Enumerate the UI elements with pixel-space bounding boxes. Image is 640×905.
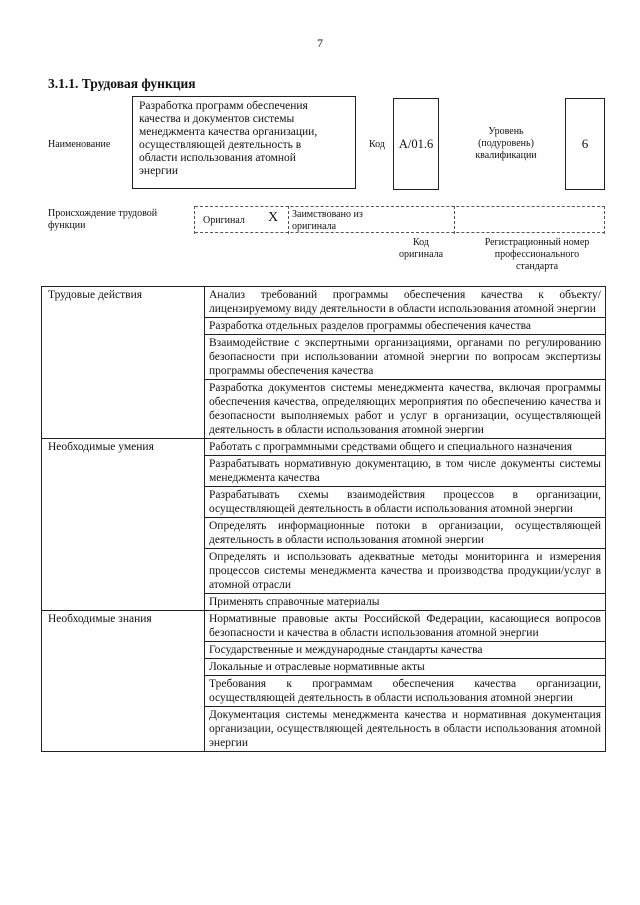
- function-name-line: Разработка программ обеспечения: [139, 100, 308, 112]
- table-cell: Применять справочные материалы: [205, 594, 606, 611]
- table-cell: Локальные и отраслевые нормативные акты: [205, 659, 606, 676]
- origin-label-line: Происхождение трудовой: [48, 208, 158, 219]
- name-label: Наименование: [48, 139, 111, 150]
- level-label-line: квалификации: [475, 150, 537, 161]
- table-cell: Разрабатывать схемы взаимодействия процессов в организации, осуществляющей деятельность в области использования атомной энергии: [205, 487, 606, 518]
- function-name-line: менеджмента качества организации,: [139, 126, 318, 138]
- borrowed-label: [292, 209, 382, 233]
- table-cell: Документация системы менеджмента качества и нормативная документация организации, осуществляющей деятельность в области использования атомной энергии: [205, 707, 606, 752]
- caption-line: оригинала: [398, 249, 444, 260]
- caption-line: стандарта: [515, 261, 559, 272]
- level-box: [565, 98, 605, 190]
- original-check-mark: X: [268, 210, 279, 225]
- registration-number-caption: [462, 237, 612, 273]
- function-name-line: качества и документов системы: [139, 113, 295, 125]
- table-cell: Разработка документов системы менеджмента качества, включая программы обеспечения качества, определяющих мероприятия по обеспечению качества и безопасности выполняемых работ и услуг в организации, осуществляющей деятельность в области использования атомной энергии: [205, 380, 606, 439]
- table-cell: Нормативные правовые акты Российской Федерации, касающиеся вопросов безопасности и качества в области использования атомной энергии: [205, 611, 606, 642]
- code-value: A/01.6: [398, 136, 434, 151]
- table-row: [42, 611, 606, 642]
- table-cell: Требования к программам обеспечения качества организации, осуществляющей деятельность в области использования атомной энергии: [205, 676, 606, 707]
- function-name-line: области использования атомной: [139, 152, 296, 164]
- function-name-line: осуществляющей деятельность в: [139, 139, 302, 151]
- level-label: [460, 126, 552, 162]
- level-label-line: (подуровень): [478, 138, 534, 149]
- function-name-box: [132, 96, 356, 189]
- level-value: 6: [581, 136, 589, 151]
- section-title: 3.1.1. Трудовая функция: [48, 76, 196, 91]
- caption-line: Код: [413, 237, 429, 248]
- function-name-line: энергии: [139, 165, 178, 177]
- table-cell: Определять информационные потоки в организации, осуществляющей деятельность в области использования атомной энергии: [205, 518, 606, 549]
- table-cell: Государственные и международные стандарты качества: [205, 642, 606, 659]
- origin-label: [48, 208, 188, 232]
- origin-row: [195, 206, 605, 233]
- origin-label-line: функции: [48, 220, 86, 231]
- code-label: Код: [369, 139, 385, 150]
- table-cell: Работать с программными средствами общего и специального назначения: [205, 439, 606, 456]
- category-cell: [42, 611, 205, 752]
- category-cell: [42, 439, 205, 611]
- table-cell: Разрабатывать нормативную документацию, в том числе документы системы менеджмента качества: [205, 456, 606, 487]
- table-cell: Взаимодействие с экспертными организациями, органами по регулированию безопасности при использовании атомной энергии по вопросам экспертизы программы обеспечения качества: [205, 335, 606, 380]
- category-label: Необходимые умения: [48, 441, 154, 453]
- category-label: Необходимые знания: [48, 613, 152, 625]
- caption-line: Регистрационный номер: [484, 237, 590, 248]
- function-details-table: [41, 286, 606, 752]
- table-cell: Определять и использовать адекватные методы мониторинга и измерения процессов системы менеджмента качества и производства продукции/услуг в атомной отрасли: [205, 549, 606, 594]
- page-number: 7: [317, 36, 323, 50]
- table-cell: Разработка отдельных разделов программы обеспечения качества: [205, 318, 606, 335]
- table-row: [42, 287, 606, 318]
- borrowed-label-line: Заимствовано из: [292, 209, 363, 220]
- level-label-line: Уровень: [488, 126, 524, 137]
- borrowed-label-line: оригинала: [292, 221, 337, 232]
- category-cell: [42, 287, 205, 439]
- caption-line: профессионального: [494, 249, 580, 260]
- original-label: Оригинал: [203, 215, 245, 226]
- original-code-caption: [393, 237, 449, 261]
- table-cell: Анализ требований программы обеспечения качества к объекту/ лицензируемому виду деятельности в области использования атомной энергии: [205, 287, 606, 318]
- table-row: [42, 439, 606, 456]
- category-label: Трудовые действия: [48, 289, 143, 301]
- code-box: [393, 98, 439, 190]
